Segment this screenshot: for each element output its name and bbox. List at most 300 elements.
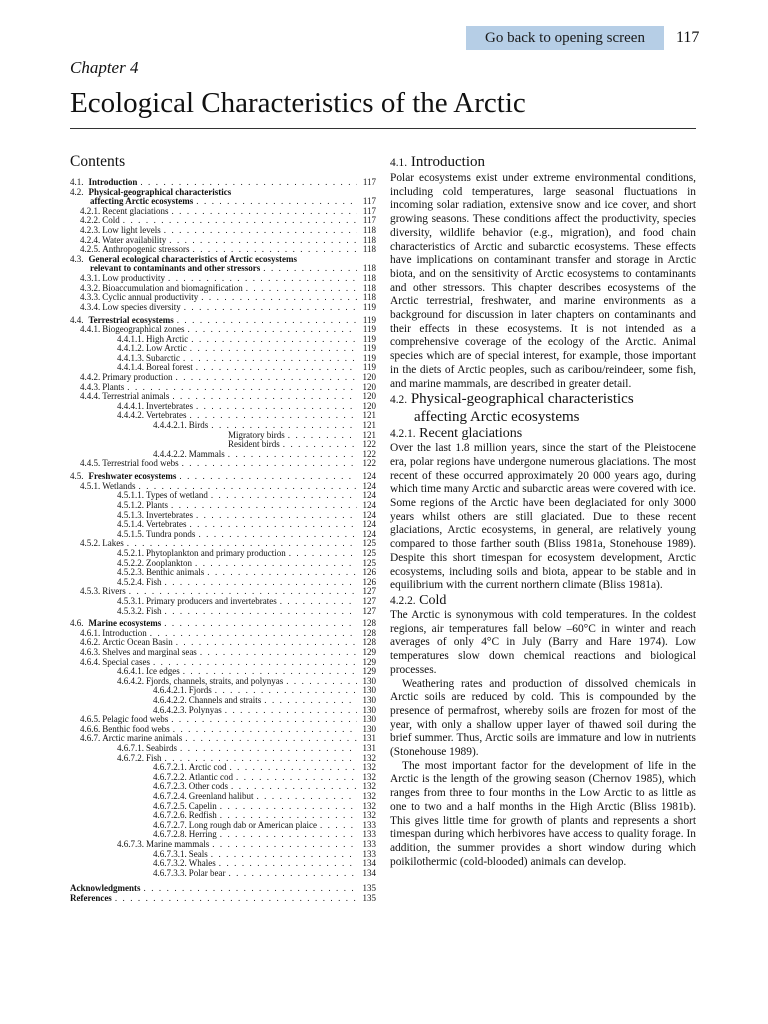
- toc-number: 4.6.7.3.1.: [153, 849, 187, 859]
- toc-entry: [70, 677, 376, 687]
- toc-title: Redfish: [188, 811, 217, 821]
- toc-title: Anthropogenic stressors: [102, 245, 190, 255]
- toc-page-number: 122: [362, 459, 376, 469]
- toc-entry: [70, 530, 376, 540]
- toc-number: 4.5.2.3.: [117, 568, 144, 578]
- toc-number: 4.6.4.1.: [117, 667, 144, 677]
- toc-page-number: 124: [362, 520, 376, 530]
- toc-number: 4.6.4.2.: [117, 676, 144, 686]
- toc-title: Channels and straits: [188, 696, 262, 706]
- toc-number: 4.5.2.4.: [117, 577, 144, 587]
- toc-number: 4.3.: [70, 254, 84, 264]
- toc-title: Birds: [188, 421, 209, 431]
- subsection-heading-cold: [390, 593, 696, 609]
- toc-page-number: 120: [362, 392, 376, 402]
- toc-number: 4.6.7.2.7.: [153, 820, 187, 830]
- toc-number: 4.4.2.: [80, 373, 101, 383]
- toc-leader-dots: [165, 754, 357, 764]
- toc-leader-dots: [196, 402, 357, 412]
- toc-number: 4.4.: [70, 315, 84, 325]
- toc-page-number: 124: [362, 510, 376, 520]
- toc-entry: [70, 325, 376, 335]
- toc-entry: [70, 421, 376, 431]
- toc-leader-dots: [144, 884, 357, 894]
- toc-leader-dots: [171, 501, 357, 511]
- section-number: 4.2.1.: [390, 428, 416, 441]
- toc-entry: [70, 316, 376, 326]
- toc-title: Ice edges: [146, 667, 180, 677]
- toc-number: 4.5.3.2.: [117, 606, 144, 616]
- toc-page-number: 129: [362, 657, 376, 667]
- toc-page-number: 132: [362, 753, 376, 763]
- toc-number: 4.3.1.: [80, 273, 101, 283]
- toc-number: 4.4.4.: [80, 392, 101, 402]
- toc-entry: [70, 840, 376, 850]
- toc-page-number: 129: [362, 667, 376, 677]
- paragraph: Weathering rates and production of dissolved chemicals in Arctic soils are reduced by cold. This is compounded by the presence of permafrost, whereby soils are frozen for most of the year, with only a shallow upper layer of thawed soil during the brief summer. Thus, Arctic soils are immature and low in nutrients (Stonehouse 1989).: [390, 677, 696, 759]
- toc-leader-dots: [123, 216, 357, 226]
- toc-title: Atlantic cod: [188, 772, 233, 782]
- toc-number: 4.5.1.2.: [117, 500, 144, 510]
- toc-leader-dots: [225, 706, 357, 716]
- toc-entry: [70, 648, 376, 658]
- toc-leader-dots: [115, 894, 357, 904]
- toc-entry: [70, 568, 376, 578]
- toc-number: 4.4.4.1.: [117, 401, 144, 411]
- toc-entry: [70, 811, 376, 821]
- toc-page-number: 135: [362, 893, 376, 903]
- toc-entry: [70, 884, 376, 894]
- toc-entry: [70, 792, 376, 802]
- toc-entry: [70, 511, 376, 521]
- toc-leader-dots: [212, 840, 357, 850]
- toc-leader-dots: [264, 696, 357, 706]
- section-number: 4.2.: [390, 394, 408, 407]
- toc-page-number: 120: [362, 373, 376, 383]
- toc-title: Phytoplankton and primary production: [146, 548, 286, 558]
- toc-title: High Arctic: [146, 334, 189, 344]
- toc-number: 4.2.4.: [80, 235, 101, 245]
- toc-page-number: 124: [362, 529, 376, 539]
- toc-title: Primary producers and invertebrates: [146, 596, 277, 606]
- toc-title: Introduction: [102, 628, 147, 638]
- toc-leader-dots: [165, 578, 357, 588]
- toc-number: 4.6.6.: [80, 724, 101, 734]
- toc-entry: [70, 763, 376, 773]
- toc-title: Other cods: [188, 782, 228, 792]
- toc-page-number: 124: [362, 500, 376, 510]
- toc-number: 4.4.1.1.: [117, 334, 144, 344]
- toc-title: Low productivity: [102, 273, 165, 283]
- toc-entry: [70, 686, 376, 696]
- toc-page-number: 132: [362, 791, 376, 801]
- toc-leader-dots: [176, 638, 357, 648]
- toc-entry: [70, 539, 376, 549]
- toc-page-number: 134: [362, 859, 376, 869]
- toc-title: Low Arctic: [146, 344, 187, 354]
- toc-leader-dots: [164, 226, 357, 236]
- toc-leader-dots: [283, 440, 357, 450]
- toc-leader-dots: [288, 431, 357, 441]
- toc-leader-dots: [196, 511, 357, 521]
- toc-number: 4.1.: [70, 178, 84, 187]
- toc-number: 4.6.4.2.3.: [153, 705, 187, 715]
- toc-leader-dots: [211, 850, 357, 860]
- toc-title: Pelagic food webs: [102, 715, 169, 725]
- toc-entry: [70, 274, 376, 284]
- toc-title: Bioaccumulation and biomagnification: [102, 283, 243, 293]
- toc-leader-dots: [195, 559, 357, 569]
- toc-number: 4.5.: [70, 472, 84, 482]
- toc-entry: [70, 773, 376, 783]
- toc-page-number: 128: [362, 628, 376, 638]
- toc-entry: [70, 402, 376, 412]
- toc-number: 4.4.1.4.: [117, 363, 144, 373]
- toc-title: Herring: [188, 830, 217, 840]
- toc-entry: [70, 782, 376, 792]
- toc-page-number: 130: [362, 724, 376, 734]
- toc-number: 4.6.7.3.2.: [153, 859, 187, 869]
- toc-leader-dots: [168, 274, 357, 284]
- toc-entry: [70, 344, 376, 354]
- toc-title: Vertebrates: [146, 520, 187, 530]
- paragraph: Over the last 1.8 million years, since the start of the Pleistocene era, polar regions have undergone numerous glaciations. The most recent of these occurred approximately 20 000 years ago, during which time many Arctic and subarctic areas were covered with ice. Some regions of the Arctic have been deglaciated for only 3000 years whilst others are still glaciated. Due to these recent glaciations, Arctic ecosystems, in general, are relatively young compared to those farther south (Bliss 1981a, Stonehouse 1989). Despite this short timespan for ecosystem development, Arctic ecosystems, including soils and biota, appear to be stable and in equilibrium with the current northern climate (Bliss 1981a).: [390, 442, 696, 592]
- toc-number: 4.4.4.2.: [117, 411, 144, 421]
- toc-title: Mammals: [188, 449, 225, 459]
- toc-leader-dots: [256, 792, 357, 802]
- toc-leader-dots: [220, 811, 357, 821]
- toc-leader-dots: [229, 763, 357, 773]
- toc-entry: [70, 335, 376, 345]
- toc-page-number: 118: [362, 245, 376, 255]
- toc-leader-dots: [169, 236, 357, 246]
- toc-entry: [70, 284, 376, 294]
- toc-leader-dots: [183, 667, 357, 677]
- toc-number: 4.6.4.2.2.: [153, 696, 187, 706]
- toc-entry: [70, 472, 376, 482]
- toc-page-number: 130: [362, 715, 376, 725]
- toc-title: Terrestrial food webs: [102, 459, 179, 469]
- paragraph: The Arctic is synonymous with cold temperatures. In the coldest regions, air temperatures fall below –60°C in winter and reach averages of only 4°C in July (Barry and Hare 1974). Low temperatures slow down chemical reactions and biological processes.: [390, 608, 696, 676]
- toc-number: 4.2.5.: [80, 245, 101, 255]
- toc-title: Rivers: [102, 587, 126, 597]
- toc-number: 4.6.7.2.1.: [153, 763, 187, 773]
- toc-leader-dots: [215, 686, 357, 696]
- toc-page-number: 117: [362, 216, 376, 226]
- toc-title: Seabirds: [146, 744, 177, 753]
- toc-title: Boreal forest: [146, 363, 193, 373]
- toc-title: Shelves and marginal seas: [102, 648, 197, 658]
- toc-entry: [70, 869, 376, 879]
- toc-page-number: 122: [362, 449, 376, 459]
- toc-page-number: 132: [362, 772, 376, 782]
- toc-number: 4.6.3.: [80, 648, 101, 658]
- toc-number: 4.6.7.2.6.: [153, 811, 187, 821]
- toc-number: 4.6.5.: [80, 715, 101, 725]
- toc-entry: [70, 830, 376, 840]
- toc-number: 4.6.7.3.3.: [153, 868, 187, 878]
- toc-page-number: 127: [362, 606, 376, 616]
- toc-number: 4.6.7.: [80, 734, 101, 744]
- toc-entry: [70, 411, 376, 421]
- toc-page-number: 121: [362, 430, 376, 440]
- subsection-heading-recent-glaciations: [390, 426, 696, 442]
- chapter-title: Ecological Characteristics of the Arctic: [70, 87, 526, 119]
- paragraph: Polar ecosystems exist under extreme environmental conditions, including cold temperatures, large seasonal fluctuations in incoming solar radiation, extensive snow and ice cover, and short growing seasons. These conditions affect the productivity, species diversity, wildlife behavior (e.g., migration), and food chain characteristics of Arctic and subarctic ecosystems. These effects have implications on contaminant transfer and storage in Arctic biota, and on the sensitivity of Arctic ecosystems to contaminants and other stressors. This chapter describes ecosystems of the Arctic terrestrial, freshwater, and marine environments as a background for discussion in later chapters on contaminants and their effects in these ecosystems. It is not intended as a comprehensive coverage of the ecology of the Arctic. Animal species which are of special interest, for example, those important in the diets of Arctic peoples, such as caribou/reindeer, some fish, and marine mammals, are described in greater detail.: [390, 172, 696, 390]
- toc-page-number: 119: [362, 315, 376, 325]
- toc-page-number: 122: [362, 440, 376, 450]
- toc-leader-dots: [183, 354, 357, 364]
- toc-entry: [70, 725, 376, 735]
- toc-number: 4.6.7.2.: [117, 753, 144, 763]
- toc-title: Plants: [102, 382, 125, 392]
- toc-title: Cold: [102, 216, 120, 226]
- toc-entry: [70, 706, 376, 716]
- toc-entry: [70, 658, 376, 668]
- toc-number: 4.2.2.: [80, 216, 101, 226]
- toc-leader-dots: [150, 629, 357, 639]
- toc-leader-dots: [129, 587, 357, 597]
- toc-number: 4.4.5.: [80, 459, 101, 469]
- toc-title: Long rough dab or American plaice: [188, 820, 317, 830]
- toc-number: 4.5.1.: [80, 481, 101, 491]
- toc-leader-dots: [211, 421, 357, 431]
- toc-leader-dots: [173, 725, 357, 735]
- toc-entry: [70, 383, 376, 393]
- section-title: Cold: [419, 592, 447, 608]
- toc-number: 4.5.1.4.: [117, 520, 144, 530]
- toc-leader-dots: [193, 245, 358, 255]
- toc-title: Freshwater ecosystems: [88, 472, 177, 482]
- page-number: 117: [676, 29, 700, 46]
- toc-page-number: 124: [362, 472, 376, 482]
- section-title-line-1: Physical-geographical characteristics: [410, 391, 634, 408]
- toc-leader-dots: [187, 325, 357, 335]
- toc-title: Capelin: [188, 801, 217, 811]
- toc-title: Primary production: [102, 373, 173, 383]
- toc-entry: [70, 894, 376, 904]
- toc-entry: [70, 520, 376, 530]
- toc-title: Recent glaciations: [102, 206, 169, 216]
- toc-entry: [70, 607, 376, 617]
- toc-number: 4.6.7.3.: [117, 839, 144, 849]
- toc-title: Marine mammals: [146, 839, 210, 849]
- toc-page-number: 130: [362, 676, 376, 686]
- toc-title: Tundra ponds: [146, 529, 196, 539]
- toc-title: Migratory birds: [228, 430, 285, 440]
- toc-page-number: 124: [362, 491, 376, 501]
- toc-page-number: 132: [362, 801, 376, 811]
- toc-number: 4.4.4.2.1.: [153, 421, 187, 431]
- toc-entry: [70, 482, 376, 492]
- section-number: 4.1.: [390, 157, 408, 169]
- toc-number: 4.5.2.2.: [117, 558, 144, 568]
- toc-page-number: 117: [362, 178, 376, 187]
- toc-entry: [70, 715, 376, 725]
- toc-leader-dots: [171, 207, 357, 217]
- toc-leader-dots: [211, 491, 357, 501]
- toc-page-number: 126: [362, 568, 376, 578]
- toc-entry: [70, 431, 376, 441]
- toc-number: 4.4.1.3.: [117, 353, 144, 363]
- toc-leader-dots: [196, 197, 357, 207]
- toc-title: Biogeographical zones: [102, 325, 185, 335]
- toc-entry: [70, 619, 376, 629]
- toc-leader-dots: [220, 830, 357, 840]
- toc-number: 4.2.1.: [80, 206, 101, 216]
- toc-entry: [70, 859, 376, 869]
- toc-leader-dots: [246, 284, 357, 294]
- toc-title: References: [70, 893, 112, 903]
- toc-entry: [70, 549, 376, 559]
- toc-leader-dots: [196, 363, 357, 373]
- toc-title: Greenland halibut: [188, 791, 254, 801]
- toc-title: Invertebrates: [146, 510, 193, 520]
- toc-page-number: 118: [362, 283, 376, 293]
- toc-entry: [70, 587, 376, 597]
- toc-entry: [70, 802, 376, 812]
- toc-entry: [70, 303, 376, 313]
- toc-entry: [70, 264, 376, 274]
- toc-entry: [70, 491, 376, 501]
- toc-page-number: 126: [362, 577, 376, 587]
- toc-page-number: 132: [362, 763, 376, 773]
- toc-page-number: 127: [362, 587, 376, 597]
- toc-number: 4.5.1.5.: [117, 529, 144, 539]
- toc-title: Wetlands: [102, 481, 136, 491]
- toc-page-number: 128: [362, 638, 376, 648]
- toc-leader-dots: [177, 316, 357, 326]
- toc-page-number: 118: [362, 273, 376, 283]
- toc-title: Vertebrates: [146, 411, 187, 421]
- toc-entry: [70, 744, 376, 754]
- toc-page-number: 120: [362, 382, 376, 392]
- toc-title: Subarctic: [146, 353, 180, 363]
- toc-title: Low light levels: [102, 225, 161, 235]
- toc-number: 4.2.: [70, 187, 84, 197]
- toc-leader-dots: [140, 178, 357, 188]
- toc-leader-dots: [263, 264, 357, 274]
- toc-title: Invertebrates: [146, 401, 193, 411]
- toc-number: 4.4.4.2.2.: [153, 449, 187, 459]
- toc-page-number: 120: [362, 401, 376, 411]
- toc-page-number: 119: [362, 344, 376, 354]
- body-text-column: [390, 154, 696, 869]
- toc-page-number: 130: [362, 696, 376, 706]
- toc-title: Whales: [188, 859, 216, 869]
- toc-leader-dots: [165, 607, 357, 617]
- toc-page-number: 119: [362, 363, 376, 373]
- toc-page-number: 118: [362, 264, 376, 274]
- toc-page-number: 121: [362, 411, 376, 421]
- toc-entry: [70, 363, 376, 373]
- toc-leader-dots: [220, 802, 357, 812]
- toc-title: Arctic marine animals: [102, 734, 183, 744]
- toc-entry: [70, 197, 376, 207]
- toc-page-number: 134: [362, 868, 376, 878]
- toc-page-number: 133: [362, 830, 376, 840]
- toc-entry: [70, 392, 376, 402]
- toc-leader-dots: [286, 677, 357, 687]
- toc-entry: [70, 373, 376, 383]
- toc-number: 4.4.1.2.: [117, 344, 144, 354]
- toc-page-number: 128: [362, 619, 376, 629]
- toc-entry: [70, 754, 376, 764]
- toc-title: relevant to contaminants and other stressors: [90, 264, 261, 274]
- toc-entry: [70, 178, 376, 188]
- toc-title: Benthic animals: [146, 568, 205, 578]
- toc-leader-dots: [289, 549, 357, 559]
- toc-leader-dots: [280, 597, 357, 607]
- toc-page-number: 125: [362, 539, 376, 549]
- toc-leader-dots: [228, 869, 357, 879]
- toc-leader-dots: [184, 303, 357, 313]
- toc-page-number: 133: [362, 820, 376, 830]
- toc-leader-dots: [179, 472, 357, 482]
- toc-page-number: 118: [362, 293, 376, 303]
- toc-page-number: 119: [362, 302, 376, 312]
- toc-page-number: 127: [362, 596, 376, 606]
- toc-leader-dots: [171, 715, 357, 725]
- toc-title: Terrestrial animals: [102, 392, 170, 402]
- toc-page-number: 131: [362, 734, 376, 744]
- toc-title: Plants: [146, 500, 169, 510]
- toc-number: 4.5.1.3.: [117, 510, 144, 520]
- section-title: Recent glaciations: [419, 426, 523, 442]
- toc-entry: [70, 255, 376, 265]
- toc-page-number: 130: [362, 705, 376, 715]
- toc-title: Terrestrial ecosystems: [88, 315, 174, 325]
- toc-number: 4.4.3.: [80, 382, 101, 392]
- toc-entry: [70, 216, 376, 226]
- toc-page-number: 131: [362, 744, 376, 753]
- toc-entry: [70, 293, 376, 303]
- toc-page-number: 133: [362, 849, 376, 859]
- toc-leader-dots: [185, 734, 357, 744]
- back-to-opening-screen-button[interactable]: Go back to opening screen: [466, 26, 664, 50]
- toc-page-number: 125: [362, 558, 376, 568]
- toc-title: Fjords, channels, straits, and polynyas: [146, 676, 284, 686]
- toc-leader-dots: [200, 648, 357, 658]
- toc-leader-dots: [172, 392, 357, 402]
- chapter-label: Chapter 4: [70, 58, 139, 77]
- section-heading-physical-geographical: [390, 391, 696, 426]
- toc-title: Physical-geographical characteristics: [88, 187, 232, 197]
- section-number: 4.2.2.: [390, 594, 416, 607]
- toc-entry: [70, 354, 376, 364]
- toc-number: 4.5.2.1.: [117, 548, 144, 558]
- toc-entry: [70, 450, 376, 460]
- toc-number: 4.4.1.: [80, 325, 101, 335]
- toc-entry: [70, 638, 376, 648]
- toc-entry: [70, 850, 376, 860]
- toc-entry: [70, 821, 376, 831]
- toc-title: Cyclic annual productivity: [102, 293, 199, 303]
- toc-entry: [70, 597, 376, 607]
- toc-number: 4.6.7.1.: [117, 744, 144, 753]
- toc-entry: [70, 459, 376, 469]
- toc-page-number: 117: [362, 206, 376, 216]
- toc-leader-dots: [191, 335, 357, 345]
- table-of-contents: [70, 178, 376, 904]
- toc-leader-dots: [190, 344, 357, 354]
- toc-leader-dots: [189, 520, 357, 530]
- toc-leader-dots: [182, 459, 357, 469]
- toc-number: 4.6.7.2.4.: [153, 791, 187, 801]
- toc-title: affecting Arctic ecosystems: [90, 197, 194, 207]
- toc-title: Low species diversity: [102, 302, 181, 312]
- toc-page-number: 133: [362, 839, 376, 849]
